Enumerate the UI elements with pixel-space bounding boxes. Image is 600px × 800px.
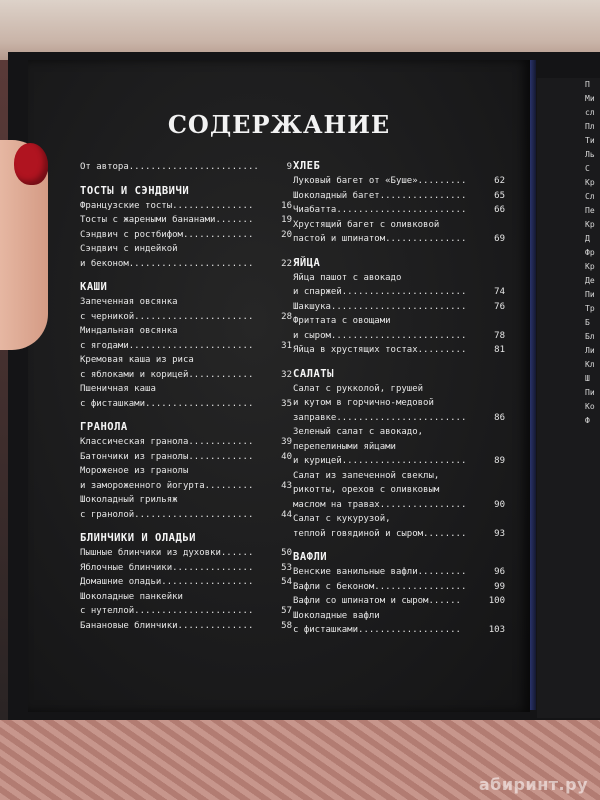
toc-entry-text: заправке........................ (293, 412, 467, 423)
toc-entry[interactable] (293, 203, 505, 218)
toc-entry-text: Сэндвич с ростбифом............. (80, 229, 254, 240)
toc-entry[interactable] (293, 469, 505, 513)
toc-entry[interactable] (293, 580, 505, 595)
toc-entry-text: и кутом в горчично-медовой (293, 398, 434, 408)
toc-page-number: 35 (281, 398, 292, 409)
toc-entry-text: Домашние оладьи................. (80, 577, 254, 587)
next-page-text-fragment: Ш (585, 374, 590, 383)
section-heading: ГРАНОЛА (80, 421, 128, 433)
next-page-text-fragment: Б (585, 318, 590, 327)
toc-page-number: 93 (494, 528, 505, 539)
next-page-text-fragment: Сл (585, 192, 595, 201)
section-heading: ТОСТЫ И СЭНДВИЧИ (80, 184, 190, 197)
toc-entry-text: с фисташками................... (293, 625, 461, 635)
toc-entry[interactable] (80, 590, 292, 619)
toc-entry-text: Классическая гранола............ (80, 437, 254, 447)
toc-entry[interactable] (80, 324, 292, 353)
toc-entry-text: Миндальная овсянка (80, 326, 178, 336)
toc-page-number: 28 (281, 311, 292, 322)
toc-page-number: 39 (281, 437, 292, 447)
toc-entry-text: с фисташками.................... (80, 398, 254, 409)
toc-entry-text: с черникой...................... (80, 311, 254, 322)
toc-entry[interactable] (293, 425, 505, 469)
next-page-text-fragment: Пи (585, 290, 595, 299)
toc-entry-text: и беконом....................... (80, 258, 254, 269)
next-page-text-fragment: С (585, 164, 590, 173)
toc-entry[interactable] (293, 594, 505, 609)
toc-entry-text: Французские тосты............... (80, 200, 254, 211)
toc-entry-text: Запеченная овсянка (80, 297, 178, 307)
next-page-text-fragment: Д (585, 234, 590, 243)
toc-entry-text: Хрустящий багет с оливковой (293, 219, 440, 230)
toc-entry[interactable] (293, 314, 505, 343)
toc-entry-text: Шоколадные вафли (293, 610, 380, 621)
section-heading: ХЛЕБ (293, 160, 321, 172)
toc-entry-text: Салат с кукурузой, (293, 514, 391, 524)
next-page-text-fragment: Ко (585, 402, 595, 411)
toc-entry-text: и сыром......................... (293, 330, 467, 341)
toc-page-number: 22 (281, 258, 292, 269)
toc-page-number: 65 (494, 190, 505, 201)
toc-entry-text: Вафли со шпинатом и сыром...... (293, 596, 461, 606)
toc-page-number: 43 (281, 480, 292, 491)
toc-entry-text: Батончики из гранолы............ (80, 451, 254, 462)
toc-entry-text: Шоколадный грильяж (80, 495, 178, 505)
toc-page-number: 62 (494, 176, 505, 186)
toc-entry[interactable] (80, 575, 292, 590)
toc-page-number: 76 (494, 301, 505, 312)
watermark: абиринт.ру (478, 775, 588, 794)
toc-entry[interactable] (80, 493, 292, 522)
toc-page-number: 78 (494, 330, 505, 341)
toc-entry-text: Пышные блинчики из духовки...... (80, 548, 254, 558)
toc-page-number: 40 (281, 451, 292, 462)
toc-page-number: 66 (494, 205, 505, 215)
next-page-text-fragment: Кл (585, 360, 595, 369)
toc-entry[interactable] (80, 435, 292, 450)
next-page-edge (537, 78, 600, 718)
toc-entry[interactable] (80, 160, 292, 175)
toc-page-number: 86 (494, 412, 505, 423)
toc-entry-text: и спаржей....................... (293, 287, 467, 297)
toc-entry-text: Кремовая каша из риса (80, 355, 194, 365)
toc-entry[interactable] (80, 450, 292, 465)
toc-entry-text: Шоколадный багет................ (293, 190, 467, 201)
toc-entry-text: Чиабатта........................ (293, 205, 467, 215)
next-page-text-fragment: сл (585, 108, 595, 117)
toc-entry-text: Шоколадные панкейки (80, 591, 183, 602)
toc-entry-text: и замороженного йогурта......... (80, 480, 254, 491)
next-page-text-fragment: Де (585, 276, 595, 285)
next-page-text-fragment: Кр (585, 178, 595, 187)
toc-entry-text: Вафли с беконом................. (293, 581, 467, 592)
toc-entry-text: перепелиными яйцами (293, 441, 396, 452)
toc-entry-text: рикотты, орехов с оливковым (293, 485, 440, 495)
toc-page-number: 20 (281, 229, 292, 240)
contents-left-column (80, 160, 292, 633)
toc-entry-text: Мороженое из гранолы (80, 466, 189, 476)
toc-entry[interactable] (293, 382, 505, 426)
toc-entry[interactable] (80, 228, 292, 243)
toc-entry[interactable] (293, 218, 505, 247)
next-page-text-fragment: Фр (585, 248, 595, 257)
toc-entry[interactable] (293, 271, 505, 300)
toc-entry-text: Шакшука......................... (293, 301, 467, 312)
next-page-text-fragment: Ти (585, 136, 595, 145)
next-page-text-fragment: Ф (585, 416, 590, 425)
toc-entry[interactable] (80, 464, 292, 493)
toc-page-number: 69 (494, 234, 505, 244)
toc-entry-text: Яйца в хрустящих тостах......... (293, 345, 467, 355)
next-page-text-fragment: Ми (585, 94, 595, 103)
toc-entry[interactable] (293, 512, 505, 541)
toc-page-number: 74 (494, 287, 505, 297)
toc-page-number: 44 (281, 509, 292, 520)
next-page-text-fragment: Пи (585, 388, 595, 397)
toc-entry[interactable] (80, 546, 292, 561)
toc-entry-text: с яблоками и корицей............ (80, 369, 254, 380)
toc-entry[interactable] (80, 213, 292, 228)
toc-page-number: 96 (494, 567, 505, 577)
toc-page-number: 9 (286, 162, 292, 172)
toc-page-number: 81 (494, 345, 505, 355)
toc-entry[interactable] (80, 242, 292, 271)
toc-page-number: 19 (281, 215, 292, 225)
section-heading: ВАФЛИ (293, 551, 328, 563)
toc-entry-text: Фриттата с овощами (293, 316, 391, 326)
next-page-text-fragment: Бл (585, 332, 595, 341)
toc-page-number: 54 (281, 577, 292, 587)
toc-entry[interactable] (293, 343, 505, 358)
toc-entry[interactable] (80, 295, 292, 324)
toc-entry[interactable] (80, 561, 292, 576)
toc-entry-text: с ягодами....................... (80, 340, 254, 351)
toc-entry-text: Зеленый салат с авокадо, (293, 427, 424, 437)
toc-entry-text: От автора........................ (80, 162, 259, 172)
section-heading: ЯЙЦА (293, 256, 321, 269)
toc-entry-text: пастой и шпинатом............... (293, 234, 467, 244)
fingernail (14, 143, 48, 185)
toc-entry-text: Венские ванильные вафли......... (293, 567, 467, 577)
contents-right-column (293, 160, 505, 638)
toc-entry-text: Тосты с жареными бананами....... (80, 215, 254, 225)
toc-entry[interactable] (293, 609, 505, 638)
toc-page-number: 58 (281, 620, 292, 631)
toc-entry[interactable] (80, 353, 292, 382)
toc-page-number: 32 (281, 369, 292, 380)
toc-page-number: 57 (281, 606, 292, 616)
next-page-text-fragment: Пл (585, 122, 595, 131)
toc-page-number: 103 (488, 625, 505, 635)
toc-entry-text: Яйца пашот с авокадо (293, 272, 402, 283)
next-page-text-fragment: Ли (585, 346, 595, 355)
next-page-text-fragment: Пе (585, 206, 595, 215)
next-page-text-fragment: Ль (585, 150, 595, 159)
next-page-text-fragment: П (585, 80, 590, 89)
toc-page-number: 99 (494, 581, 505, 592)
toc-page-number: 90 (494, 499, 505, 510)
toc-entry-text: Пшеничная каша (80, 384, 156, 394)
toc-entry[interactable] (293, 565, 505, 580)
toc-entry-text: Яблочные блинчики............... (80, 562, 254, 573)
toc-entry-text: Сэндвич с индейкой (80, 244, 178, 254)
contents-page (28, 60, 530, 712)
page-title: СОДЕРЖАНИЕ (167, 110, 391, 139)
toc-entry[interactable] (80, 619, 292, 634)
toc-page-number: 50 (281, 548, 292, 558)
next-page-text-fragment: Тр (585, 304, 595, 313)
toc-entry-text: теплой говядиной и сыром........ (293, 528, 467, 539)
section-heading: БЛИНЧИКИ И ОЛАДЬИ (80, 532, 196, 544)
toc-entry[interactable] (80, 199, 292, 214)
toc-entry[interactable] (293, 189, 505, 204)
toc-entry-text: маслом на травах................ (293, 499, 467, 510)
toc-page-number: 31 (281, 340, 292, 351)
toc-entry[interactable] (293, 300, 505, 315)
toc-entry-text: Салат из запеченной свеклы, (293, 470, 440, 481)
toc-entry[interactable] (80, 382, 292, 411)
next-page-text-fragment: Кр (585, 262, 595, 271)
next-page-text-fragment: Кр (585, 220, 595, 229)
toc-entry[interactable] (293, 174, 505, 189)
section-heading: КАШИ (80, 281, 108, 293)
toc-entry-text: Салат с рукколой, грушей (293, 383, 424, 394)
toc-page-number: 100 (488, 596, 505, 606)
section-heading: САЛАТЫ (293, 367, 334, 380)
toc-entry-text: и курицей....................... (293, 456, 467, 466)
toc-page-number: 89 (494, 456, 505, 466)
toc-entry-text: с нутеллой...................... (80, 606, 254, 616)
toc-page-number: 16 (281, 200, 292, 211)
toc-entry-text: с гранолой...................... (80, 509, 254, 520)
toc-entry-text: Банановые блинчики.............. (80, 620, 254, 631)
toc-page-number: 53 (281, 562, 292, 573)
toc-entry-text: Луковый багет от «Буше»......... (293, 176, 467, 186)
